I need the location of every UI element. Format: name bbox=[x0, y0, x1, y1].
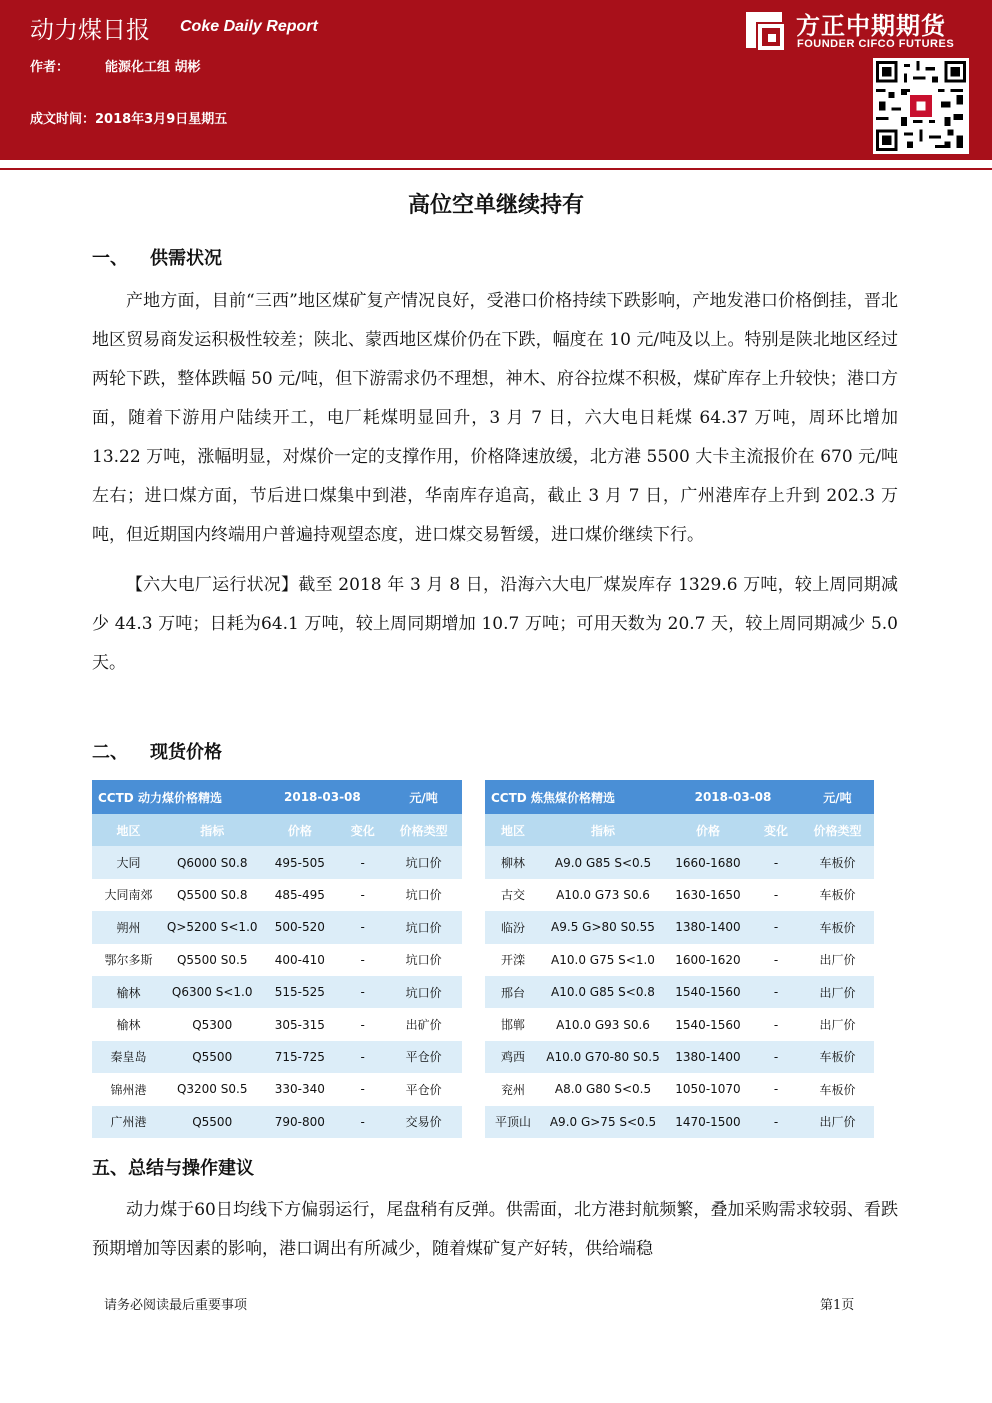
table-cell: 305-315 bbox=[260, 1008, 341, 1040]
table-cell: - bbox=[751, 1041, 801, 1073]
summary-text bbox=[92, 1191, 898, 1269]
report-title-en: Coke Daily Report bbox=[180, 18, 318, 35]
table-caption-row bbox=[485, 780, 874, 814]
table-caption-cell: CCTD 动力煤价格精选 bbox=[92, 780, 260, 814]
table-header-cell: 价格类型 bbox=[801, 814, 874, 846]
company-name-cn: 方正中期期货 bbox=[796, 12, 946, 40]
company-name-en: FOUNDER CIFCO FUTURES bbox=[797, 38, 955, 50]
table-cell: 坑口价 bbox=[385, 911, 462, 943]
table-cell: Q5500 S0.8 bbox=[165, 879, 260, 911]
table-cell: - bbox=[751, 1106, 801, 1138]
table-cell: - bbox=[340, 1106, 385, 1138]
table-header-cell: 价格 bbox=[665, 814, 751, 846]
table-caption-cell: 元/吨 bbox=[801, 780, 874, 814]
table-cell: 1540-1560 bbox=[665, 976, 751, 1008]
table-cell: Q6000 S0.8 bbox=[165, 846, 260, 878]
table-cell: 330-340 bbox=[260, 1073, 341, 1105]
table-cell: 1540-1560 bbox=[665, 1008, 751, 1040]
table-cell: 大同南郊 bbox=[92, 879, 165, 911]
table-header-row bbox=[485, 814, 874, 846]
document-title: 高位空单继续持有 bbox=[407, 193, 584, 218]
table-cell: A10.0 G70-80 S0.5 bbox=[541, 1041, 665, 1073]
table-cell: 1050-1070 bbox=[665, 1073, 751, 1105]
table-row bbox=[92, 846, 462, 878]
table-header-cell: 变化 bbox=[340, 814, 385, 846]
table-cell: 榆林 bbox=[92, 976, 165, 1008]
table-header-row bbox=[92, 814, 462, 846]
table-cell: Q3200 S0.5 bbox=[165, 1073, 260, 1105]
qr-code-icon bbox=[873, 58, 969, 154]
table-cell: - bbox=[751, 1073, 801, 1105]
table-row bbox=[92, 879, 462, 911]
table-cell: 出厂价 bbox=[801, 1106, 874, 1138]
table-row bbox=[92, 1008, 462, 1040]
table-cell: - bbox=[340, 976, 385, 1008]
table-cell: 485-495 bbox=[260, 879, 341, 911]
table-cell: 出厂价 bbox=[801, 1008, 874, 1040]
table-cell: 平仓价 bbox=[385, 1073, 462, 1105]
table-header-cell: 价格类型 bbox=[385, 814, 462, 846]
table-cell: 榆林 bbox=[92, 1008, 165, 1040]
table-header-cell: 指标 bbox=[541, 814, 665, 846]
report-title-cn: 动力煤日报 bbox=[30, 16, 150, 44]
table-header-cell: 地区 bbox=[92, 814, 165, 846]
supply-demand-text bbox=[92, 282, 898, 683]
table-cell: Q5300 bbox=[165, 1008, 260, 1040]
table-cell: - bbox=[751, 944, 801, 976]
table-cell: 车板价 bbox=[801, 1041, 874, 1073]
table-row bbox=[485, 976, 874, 1008]
table-cell: 秦皇岛 bbox=[92, 1041, 165, 1073]
section-title: 供需状况 bbox=[150, 248, 222, 269]
table-cell: 1630-1650 bbox=[665, 879, 751, 911]
table-cell: 邢台 bbox=[485, 976, 541, 1008]
table-caption-cell: CCTD 炼焦煤价格精选 bbox=[485, 780, 665, 814]
table-cell: - bbox=[340, 846, 385, 878]
table-row bbox=[485, 879, 874, 911]
section-number: 一、 bbox=[92, 248, 128, 269]
table-cell: 515-525 bbox=[260, 976, 341, 1008]
section-heading-summary bbox=[92, 1154, 254, 1180]
table-cell: 邯郸 bbox=[485, 1008, 541, 1040]
table-header-cell: 价格 bbox=[260, 814, 341, 846]
table-cell: 1380-1400 bbox=[665, 1041, 751, 1073]
table-cell: 鄂尔多斯 bbox=[92, 944, 165, 976]
company-logo bbox=[742, 6, 982, 54]
table-cell: Q>5200 S<1.0 bbox=[165, 911, 260, 943]
table-cell: 坑口价 bbox=[385, 846, 462, 878]
table-cell: - bbox=[340, 944, 385, 976]
table-header-cell: 变化 bbox=[751, 814, 801, 846]
table-cell: A10.0 G75 S<1.0 bbox=[541, 944, 665, 976]
table-cell: 车板价 bbox=[801, 879, 874, 911]
table-cell: 500-520 bbox=[260, 911, 341, 943]
table-cell: - bbox=[751, 976, 801, 1008]
header-divider bbox=[0, 168, 992, 170]
table-row bbox=[485, 1073, 874, 1105]
table-cell: 柳林 bbox=[485, 846, 541, 878]
table-row bbox=[485, 1106, 874, 1138]
paragraph-origin-port: 产地方面，目前“三西”地区煤矿复产情况良好，受港口价格持续下跌影响，产地发港口价格倒挂，晋北地区贸易商发运积极性较差；陕北、蒙西地区煤价仍在下跌，幅度在 10 元/吨及以上。特别是陕北地区经过两轮下跌，整体跌幅 50 元/吨，但下游需求仍不理想，神木、府谷拉煤不积极，煤矿库存上升较快；港口方面，随着下游用户陆续开工，电厂耗煤明显回升，3 月 7 日，六大电日耗煤 64.37 万吨，周环比增加 13.22 万吨，涨幅明显，对煤价一定的支撑作用，价格降速放缓，北方港 5500 大卡主流报价在 670 元/吨左右；进口煤方面，节后进口煤集中到港，华南库存追高，截止 3 月 7 日，广州港库存上升到 202.3 万吨，但近期国内终端用户普遍持观望态度，进口煤交易暂缓，进口煤价继续下行。 bbox=[92, 291, 898, 545]
table-cell: - bbox=[751, 846, 801, 878]
table-cell: - bbox=[340, 1008, 385, 1040]
table-cell: 平顶山 bbox=[485, 1106, 541, 1138]
thermal-coal-price-table bbox=[92, 780, 462, 1138]
table-cell: 朔州 bbox=[92, 911, 165, 943]
table-row bbox=[485, 1008, 874, 1040]
table-cell: - bbox=[340, 911, 385, 943]
table-caption-cell: 元/吨 bbox=[385, 780, 462, 814]
table-cell: A8.0 G80 S<0.5 bbox=[541, 1073, 665, 1105]
company-logo-icon bbox=[742, 8, 786, 52]
table-cell: 车板价 bbox=[801, 1073, 874, 1105]
table-row bbox=[92, 1041, 462, 1073]
table-cell: 坑口价 bbox=[385, 944, 462, 976]
table-cell: 1660-1680 bbox=[665, 846, 751, 878]
table-cell: 开滦 bbox=[485, 944, 541, 976]
table-cell: 交易价 bbox=[385, 1106, 462, 1138]
table-cell: 400-410 bbox=[260, 944, 341, 976]
table-cell: Q5500 S0.5 bbox=[165, 944, 260, 976]
table-cell: 495-505 bbox=[260, 846, 341, 878]
table-cell: 坑口价 bbox=[385, 976, 462, 1008]
table-cell: A10.0 G85 S<0.8 bbox=[541, 976, 665, 1008]
author-value: 能源化工组 胡彬 bbox=[105, 60, 201, 75]
footer-disclaimer: 请务必阅读最后重要事项 bbox=[104, 1298, 248, 1313]
author-label: 作者： bbox=[30, 60, 70, 75]
section-heading-spot-price bbox=[92, 738, 222, 764]
table-row bbox=[485, 846, 874, 878]
paragraph-power-plants: 【六大电厂运行状况】截至 2018 年 3 月 8 日，沿海六大电厂煤炭库存 1329.6 万吨，较上周同期减少 44.3 万吨；日耗为64.1 万吨，较上周同期增加 10.7 万吨；可用天数为 20.7 天，较上周同期减少 5.0 天。 bbox=[92, 575, 898, 673]
table-cell: 锦州港 bbox=[92, 1073, 165, 1105]
table-cell: Q6300 S<1.0 bbox=[165, 976, 260, 1008]
table-cell: - bbox=[751, 1008, 801, 1040]
table-cell: - bbox=[340, 1073, 385, 1105]
table-cell: - bbox=[751, 911, 801, 943]
table-cell: 车板价 bbox=[801, 911, 874, 943]
table-cell: A9.0 G85 S<0.5 bbox=[541, 846, 665, 878]
table-row bbox=[92, 944, 462, 976]
table-cell: 出厂价 bbox=[801, 944, 874, 976]
table-row bbox=[485, 911, 874, 943]
section-title: 现货价格 bbox=[150, 742, 222, 763]
page-number: 第1页 bbox=[820, 1298, 855, 1313]
section-number: 二、 bbox=[92, 742, 128, 763]
table-cell: 790-800 bbox=[260, 1106, 341, 1138]
table-caption-cell: 2018-03-08 bbox=[260, 780, 386, 814]
paragraph-summary: 动力煤于60日均线下方偏弱运行，尾盘稍有反弹。供需面，北方港封航频繁，叠加采购需求较弱、看跌预期增加等因素的影响，港口调出有所减少，随着煤矿复产好转，供给端稳 bbox=[92, 1200, 898, 1259]
table-header-cell: 指标 bbox=[165, 814, 260, 846]
table-cell: 古交 bbox=[485, 879, 541, 911]
section-title: 五、总结与操作建议 bbox=[92, 1158, 254, 1179]
table-cell: - bbox=[751, 879, 801, 911]
table-cell: 广州港 bbox=[92, 1106, 165, 1138]
table-caption-cell: 2018-03-08 bbox=[665, 780, 801, 814]
coking-coal-price-table bbox=[485, 780, 874, 1138]
table-cell: 1470-1500 bbox=[665, 1106, 751, 1138]
table-cell: Q5500 bbox=[165, 1106, 260, 1138]
table-row bbox=[92, 1073, 462, 1105]
table-cell: 平仓价 bbox=[385, 1041, 462, 1073]
table-cell: 1380-1400 bbox=[665, 911, 751, 943]
table-cell: Q5500 bbox=[165, 1041, 260, 1073]
table-header-cell: 地区 bbox=[485, 814, 541, 846]
table-caption-row bbox=[92, 780, 462, 814]
table-cell: 兖州 bbox=[485, 1073, 541, 1105]
table-cell: 坑口价 bbox=[385, 879, 462, 911]
table-cell: 出厂价 bbox=[801, 976, 874, 1008]
table-row bbox=[92, 1106, 462, 1138]
table-row bbox=[92, 976, 462, 1008]
table-cell: A10.0 G73 S0.6 bbox=[541, 879, 665, 911]
section-heading-supply-demand bbox=[92, 244, 222, 270]
report-date: 成文时间：2018年3月9日星期五 bbox=[30, 112, 228, 127]
table-cell: - bbox=[340, 879, 385, 911]
table-cell: 车板价 bbox=[801, 846, 874, 878]
table-cell: A10.0 G93 S0.6 bbox=[541, 1008, 665, 1040]
table-row bbox=[485, 1041, 874, 1073]
table-cell: 鸡西 bbox=[485, 1041, 541, 1073]
table-cell: 715-725 bbox=[260, 1041, 341, 1073]
report-header bbox=[0, 0, 992, 160]
table-cell: A9.0 G>75 S<0.5 bbox=[541, 1106, 665, 1138]
table-cell: 大同 bbox=[92, 846, 165, 878]
table-cell: A9.5 G>80 S0.55 bbox=[541, 911, 665, 943]
table-row bbox=[92, 911, 462, 943]
table-cell: 出矿价 bbox=[385, 1008, 462, 1040]
table-cell: 临汾 bbox=[485, 911, 541, 943]
table-row bbox=[485, 944, 874, 976]
table-cell: 1600-1620 bbox=[665, 944, 751, 976]
table-cell: - bbox=[340, 1041, 385, 1073]
